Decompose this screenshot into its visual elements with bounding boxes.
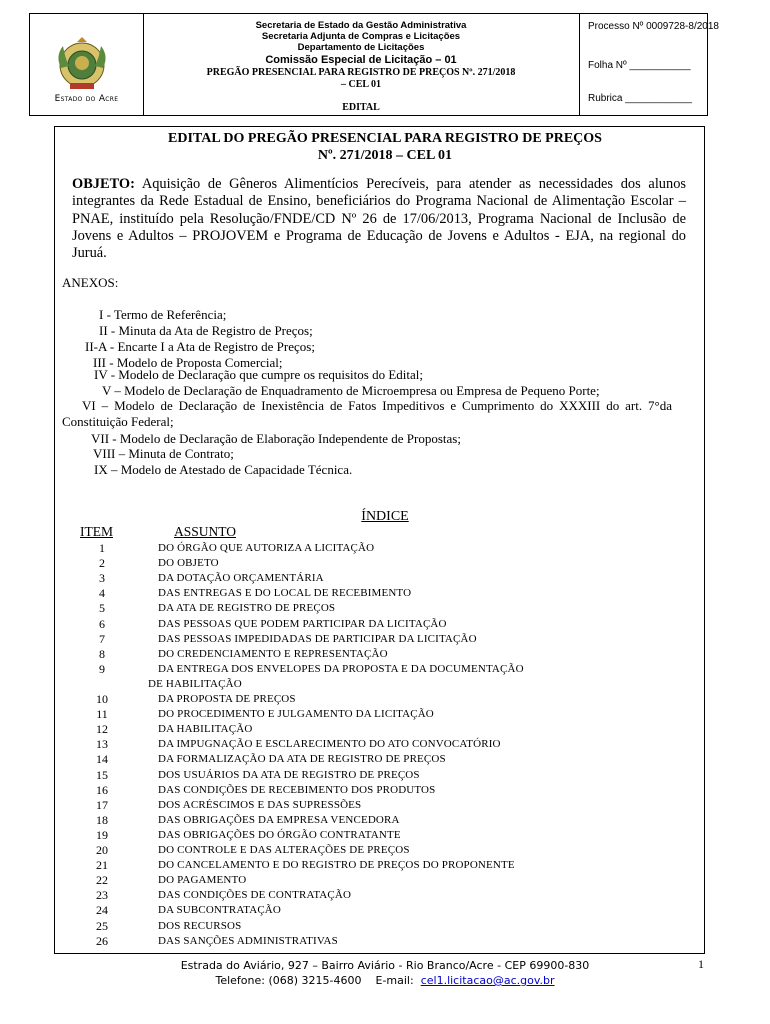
indice-item-number: 22 bbox=[96, 873, 108, 888]
state-seal-icon bbox=[53, 36, 111, 94]
indice-item-subject: DAS PESSOAS QUE PODEM PARTICIPAR DA LICITAÇÃO bbox=[158, 617, 447, 630]
indice-item-subject: DO PAGAMENTO bbox=[158, 874, 247, 887]
indice-item-subject: DA HABILITAÇÃO bbox=[158, 723, 253, 736]
indice-item-subject: DAS OBRIGAÇÕES DA EMPRESA VENCEDORA bbox=[158, 813, 400, 826]
indice-item-subject: DAS CONDIÇÕES DE CONTRATAÇÃO bbox=[158, 889, 352, 902]
indice-item-number: 8 bbox=[99, 646, 105, 661]
logo-caption: Estado do Acre bbox=[54, 94, 119, 104]
indice-item-number: 11 bbox=[96, 707, 108, 722]
indice-item-subject: DAS SANÇÕES ADMINISTRATIVAS bbox=[158, 934, 338, 947]
indice-item-number: 1 bbox=[99, 541, 105, 555]
pregao-line-2: – CEL 01 bbox=[340, 79, 381, 90]
secretaria-adjunta-line: Secretaria Adjunta de Compras e Licitações bbox=[261, 31, 461, 42]
indice-item-number: 10 bbox=[96, 692, 108, 706]
pregao-line-1: PREGÃO PRESENCIAL PARA REGISTRO DE PREÇOS Nº. 271/2018 bbox=[206, 67, 516, 78]
indice-item-number: 17 bbox=[96, 797, 108, 812]
indice-item-number: 18 bbox=[96, 812, 108, 827]
anexo-item: II - Minuta da Ata de Registro de Preços; bbox=[99, 323, 313, 338]
indice-item-number: 4 bbox=[99, 586, 105, 601]
processo-number: Processo Nº 0009728-8/2018 bbox=[588, 21, 719, 32]
page-footer bbox=[0, 958, 770, 988]
indice-item-number: 26 bbox=[96, 933, 108, 948]
indice-item-number: 24 bbox=[96, 903, 108, 918]
folha-field: Folha Nº ___________ bbox=[588, 60, 691, 71]
indice-item-subject: DA ATA DE REGISTRO DE PREÇOS bbox=[158, 602, 336, 615]
footer-phone: Telefone: (068) 3215-4600 bbox=[215, 974, 362, 987]
indice-item-subject: DA ENTREGA DOS ENVELOPES DA PROPOSTA E DA DOCUMENTAÇÃO bbox=[158, 662, 524, 675]
indice-item-subject: DO CREDENCIAMENTO E REPRESENTAÇÃO bbox=[158, 647, 388, 660]
indice-item-number: 12 bbox=[96, 722, 108, 737]
objeto-label: OBJETO: bbox=[72, 176, 135, 192]
indice-item-subject: DAS PESSOAS IMPEDIDADAS DE PARTICIPAR DA LICITAÇÃO bbox=[158, 632, 477, 645]
indice-item-number: 25 bbox=[96, 918, 108, 933]
secretaria-line: Secretaria de Estado da Gestão Administrativa bbox=[255, 20, 467, 31]
indice-item-number: 6 bbox=[99, 616, 105, 631]
anexo-item: IX – Modelo de Atestado de Capacidade Técnica. bbox=[94, 462, 353, 477]
logo-cell bbox=[30, 14, 144, 115]
indice-item-subject: DOS USUÁRIOS DA ATA DE REGISTRO DE PREÇOS bbox=[158, 768, 420, 781]
anexo-item: VII - Modelo de Declaração de Elaboração Independente de Propostas; bbox=[91, 431, 461, 446]
indice-item-number: 9 bbox=[99, 661, 105, 676]
indice-item-subject: DOS ACRÉSCIMOS E DAS SUPRESSÕES bbox=[158, 798, 362, 811]
indice-item-number: 2 bbox=[99, 556, 105, 571]
anexo-item: IV - Modelo de Declaração que cumpre os requisitos do Edital; bbox=[94, 367, 423, 382]
indice-item-number: 14 bbox=[96, 752, 108, 767]
indice-col-assunto: ASSUNTO bbox=[174, 524, 237, 539]
indice-item-subject: DO CONTROLE E DAS ALTERAÇÕES DE PREÇOS bbox=[158, 844, 410, 856]
indice-item-subject: DO CANCELAMENTO E DO REGISTRO DE PREÇOS DO PROPONENTE bbox=[158, 859, 515, 872]
anexos-label: ANEXOS: bbox=[62, 275, 119, 290]
footer-contact bbox=[0, 973, 770, 988]
indice-item-subject: DA IMPUGNAÇÃO E ESCLARECIMENTO DO ATO CONVOCATÓRIO bbox=[158, 738, 501, 751]
indice-item-number: 23 bbox=[96, 888, 108, 903]
anexo-item: VIII – Minuta de Contrato; bbox=[93, 446, 234, 461]
indice-item-number: 7 bbox=[99, 631, 105, 646]
indice-item-subject: DO ÓRGÃO QUE AUTORIZA A LICITAÇÃO bbox=[158, 542, 375, 554]
objeto-text: Aquisição de Gêneros Alimentícios Perecíveis, para atender as necessidades dos alunos integrantes da Rede Estadual de Ensino, beneficiários do Programa Nacional de Alimentação Escolar – PNAE, instituído pela Resolução/FNDE/CD Nº 26 de 17/06/2013, Programa Nacional de Inclusão de Jovens e Adultos – PROJOVEM e Programa de Educação de Jovens e Adultos - EJA, na regional do Juruá. bbox=[72, 176, 686, 262]
anexo-item: VI – Modelo de Declaração de Inexistência de Fatos Impeditivos e Cumprimento do XXXIII do art. 7°da Constituição Federal; bbox=[62, 398, 672, 429]
comissao-line: Comissão Especial de Licitação – 01 bbox=[265, 54, 457, 66]
indice-item-number: 19 bbox=[96, 827, 108, 842]
document-title-line-1: EDITAL DO PREGÃO PRESENCIAL PARA REGISTRO DE PREÇOS bbox=[168, 131, 602, 146]
indice-item-subject: DA SUBCONTRATAÇÃO bbox=[158, 904, 281, 917]
footer-email-link[interactable]: cel1.licitacao@ac.gov.br bbox=[420, 974, 555, 987]
indice-col-item: ITEM bbox=[80, 524, 113, 539]
anexo-item: I - Termo de Referência; bbox=[99, 307, 227, 322]
anexo-item: V – Modelo de Declaração de Enquadramento de Microempresa ou Empresa de Pequeno Porte; bbox=[102, 383, 600, 398]
indice-item-number: 15 bbox=[96, 767, 108, 782]
indice-item-subject: DA DOTAÇÃO ORÇAMENTÁRIA bbox=[158, 572, 324, 585]
header-right bbox=[580, 14, 719, 115]
indice-item-subject: DAS OBRIGAÇÕES DO ÓRGÃO CONTRATANTE bbox=[158, 828, 401, 841]
indice-item-number: 13 bbox=[96, 737, 108, 752]
indice-title: ÍNDICE bbox=[361, 509, 409, 524]
objeto-paragraph bbox=[72, 176, 686, 262]
page-number: 1 bbox=[698, 957, 704, 971]
footer-email-label: E-mail: bbox=[375, 974, 414, 987]
indice-item-subject: DAS ENTREGAS E DO LOCAL DE RECEBIMENTO bbox=[158, 587, 412, 600]
edital-label: EDITAL bbox=[342, 102, 380, 113]
indice-item-subject: DA FORMALIZAÇÃO DA ATA DE REGISTRO DE PREÇOS bbox=[158, 753, 446, 766]
indice-item-subject: DO PROCEDIMENTO E JULGAMENTO DA LICITAÇÃO bbox=[158, 708, 434, 721]
indice-item-number: 5 bbox=[99, 601, 105, 616]
indice-item-subject: DAS CONDIÇÕES DE RECEBIMENTO DOS PRODUTOS bbox=[158, 783, 436, 796]
indice-item-subject-continuation: DE HABILITAÇÃO bbox=[148, 677, 242, 690]
indice-item-number: 16 bbox=[96, 782, 108, 797]
departamento-line: Departamento de Licitações bbox=[297, 42, 425, 53]
anexo-item: III - Modelo de Proposta Comercial; bbox=[93, 355, 283, 370]
document-title-line-2: Nº. 271/2018 – CEL 01 bbox=[317, 148, 453, 163]
indice-item-number: 21 bbox=[96, 858, 108, 873]
indice-item-number: 3 bbox=[99, 571, 105, 586]
indice-item-subject: DA PROPOSTA DE PREÇOS bbox=[158, 693, 296, 705]
footer-address: Estrada do Aviário, 927 – Bairro Aviário - Rio Branco/Acre - CEP 69900-830 bbox=[180, 959, 590, 972]
anexo-item: II-A - Encarte I a Ata de Registro de Preços; bbox=[85, 339, 315, 354]
header-center bbox=[143, 14, 580, 115]
indice-item-subject: DO OBJETO bbox=[158, 557, 219, 570]
indice-item-subject: DOS RECURSOS bbox=[158, 919, 242, 932]
indice-item-number: 20 bbox=[96, 843, 108, 857]
document-header bbox=[29, 13, 719, 116]
rubrica-field: Rubrica ____________ bbox=[588, 93, 692, 104]
